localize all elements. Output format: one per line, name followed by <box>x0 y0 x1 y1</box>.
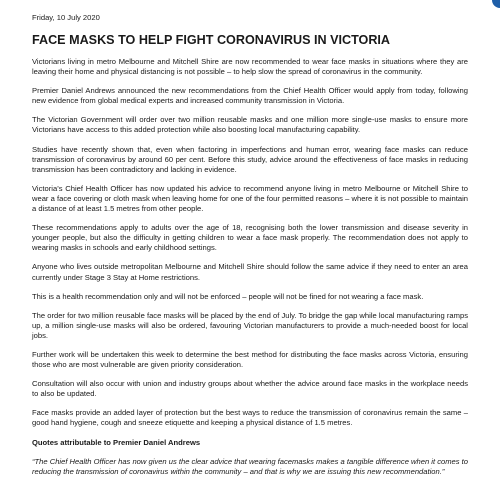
paragraph: Premier Daniel Andrews announced the new recommendations from the Chief Health Officer would apply from today, following new evidence from global medical experts and increased community transmission in Victoria. <box>32 86 468 106</box>
premier-quote: “The Chief Health Officer has now given us the clear advice that wearing facemasks makes a tangible difference when it comes to reducing the transmission of coronavirus within the community – and that is why we are issuing this new recommendation.” <box>32 456 469 476</box>
paragraph: Consultation will also occur with union and industry groups about whether the advice around face masks in the workplace needs to also be updated. <box>32 379 468 399</box>
paragraph: The order for two million reusable face masks will be placed by the end of July. To bridge the gap while local manufacturing ramps up, a million single-use masks will also be ordered, favouring Victorian manufacturers to provide a much-needed boost for local jobs. <box>32 310 468 340</box>
paragraph: Further work will be undertaken this week to determine the best method for distributing the face masks across Victoria, ensuring those who are most vulnerable are given priority consideration. <box>32 349 468 370</box>
release-title: FACE MASKS TO HELP FIGHT CORONAVIRUS IN VICTORIA <box>32 33 391 47</box>
paragraph: The Victorian Government will order over two million reusable masks and one million more single-use masks to ensure more Victorians have access to this added protection while also boosting local manufacturing capability. <box>32 115 468 135</box>
paragraph: This is a health recommendation only and will not be enforced – people will not be fined for not wearing a face mask. <box>32 291 424 301</box>
release-date: Friday, 10 July 2020 <box>32 13 100 22</box>
media-release <box>32 13 468 477</box>
logo-corner-mark <box>486 0 500 10</box>
paragraph: Studies have recently shown that, even when factoring in imperfections and human error, wearing face masks can reduce transmission of coronavirus by around 60 per cent. Before this study, advice around the effectiveness of face masks in reducing transmission has been contradictory and lacking in evidence. <box>32 144 468 174</box>
paragraph: Anyone who lives outside metropolitan Melbourne and Mitchell Shire should follow the same advice if they need to enter an area currently under Stage 3 Stay at Home restrictions. <box>32 262 468 282</box>
paragraph: Victoria’s Chief Health Officer has now updated his advice to recommend anyone living in metro Melbourne or Mitchell Shire to wear a face covering or cloth mask when leaving home for one of the four permitted reasons – where it is not possible to maintain a distance of at least 1.5 metres from other people. <box>32 183 468 214</box>
quotes-heading: Quotes attributable to Premier Daniel Andrews <box>32 437 201 447</box>
paragraph: These recommendations apply to adults over the age of 18, recognising both the lower transmission and disease severity in younger people, but also the difficulty in getting children to wear a face mask properly. The recommendation does not apply to wearing masks in schools and early childhood settings. <box>32 223 468 253</box>
paragraph: Face masks provide an added layer of protection but the best ways to reduce the transmission of coronavirus remain the same – good hand hygiene, cough and sneeze etiquette and keeping a physical distance of 1.5 metres. <box>32 408 468 428</box>
paragraph: Victorians living in metro Melbourne and Mitchell Shire are now recommended to wear face masks in situations where they are leaving their home and physical distancing is not possible – to help slow the spread of coronavirus in the community. <box>32 57 468 77</box>
